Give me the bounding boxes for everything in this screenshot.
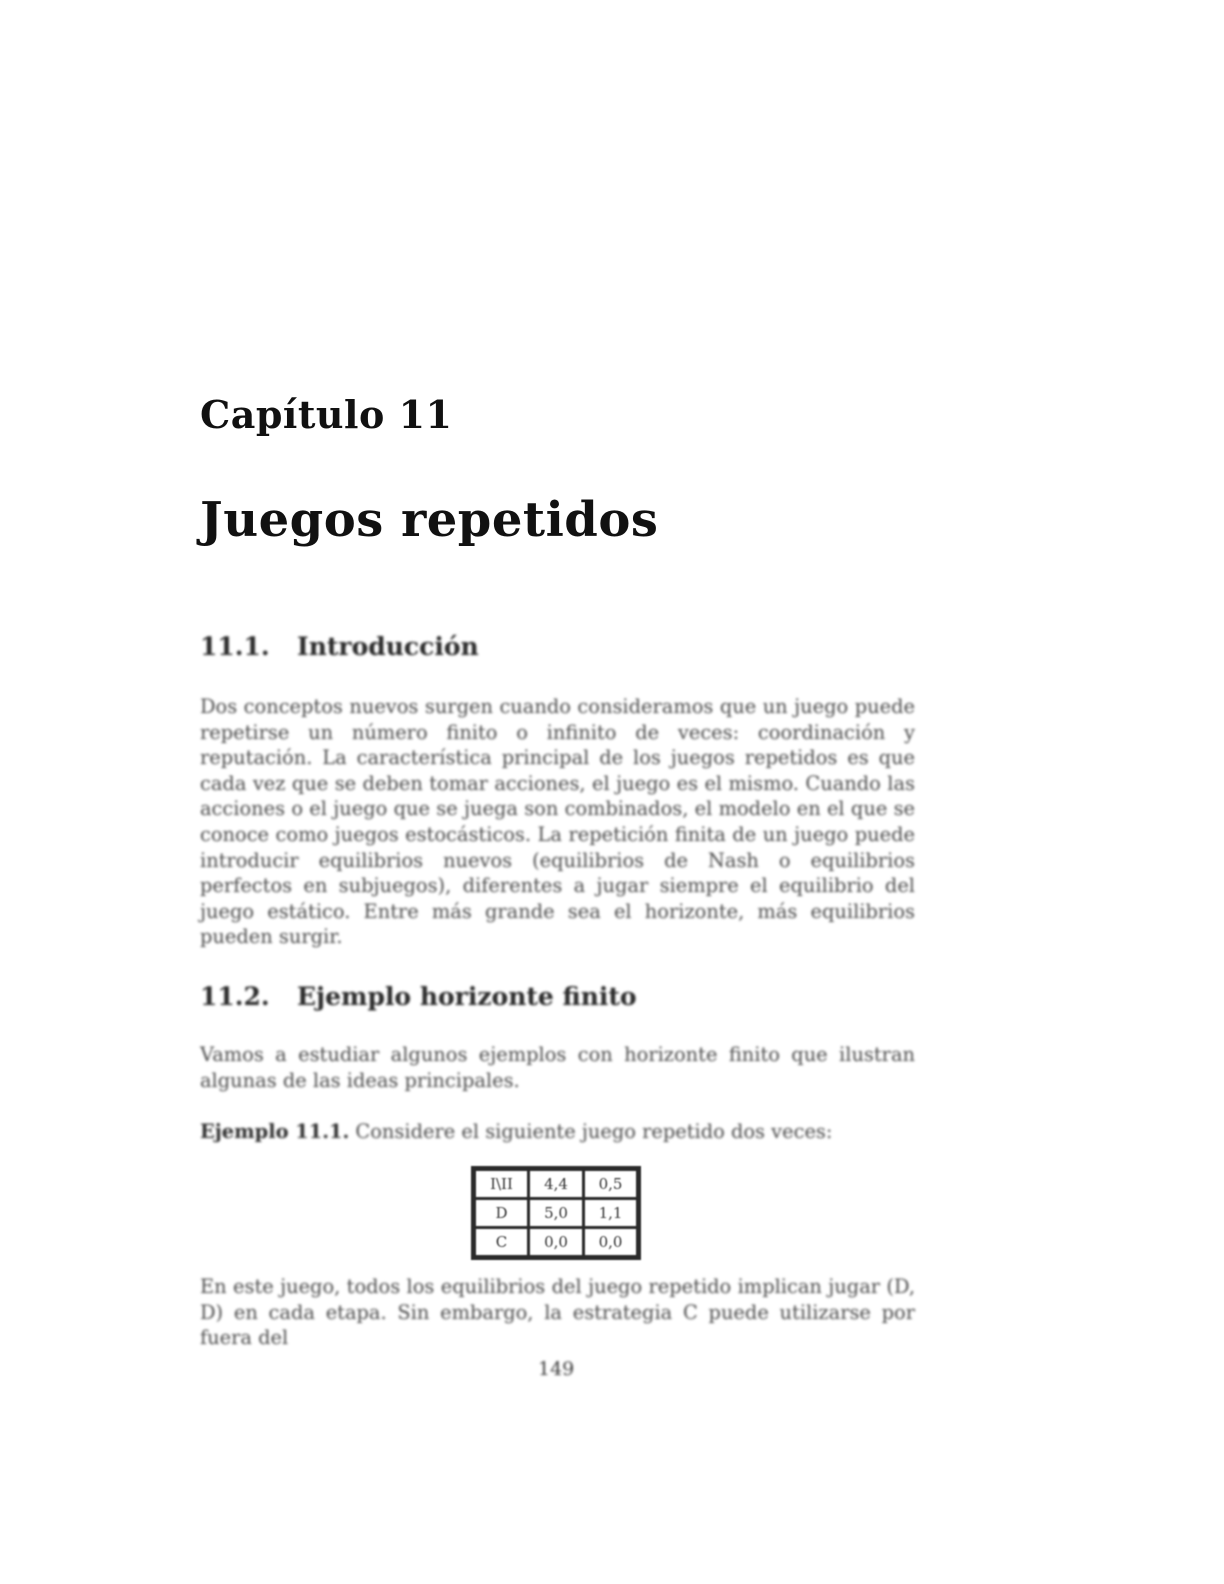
table-cell: 1,1 — [584, 1199, 639, 1228]
table-row — [474, 1199, 639, 1228]
table-cell: 0,0 — [529, 1228, 584, 1258]
payoff-matrix — [471, 1166, 641, 1260]
section-title: Ejemplo horizonte finito — [297, 982, 637, 1011]
table-cell: 5,0 — [529, 1199, 584, 1228]
intro-paragraph: Dos conceptos nuevos surgen cuando consideramos que un juego puede repetirse un número finito o infinito de veces: coordinación y reputación. La característica principal de los juegos repetidos es que cada vez que se deben tomar acciones, el juego es el mismo. Cuando las acciones o el juego que se juega son combinados, el modelo en el que se conoce como juegos estocásticos. La repetición finita de un juego puede introducir equilibrios nuevos (equilibrios de Nash o equilibrios perfectos en subjuegos), diferentes a jugar siempre el equilibrio del juego estático. Entre más grande sea el horizonte, más equilibrios pueden surgir. — [200, 695, 915, 949]
section-number: 11.2. — [200, 982, 270, 1011]
table-cell: C — [474, 1228, 529, 1258]
example-text: Considere el siguiente juego repetido dos veces: — [355, 1120, 833, 1143]
table-row — [474, 1228, 639, 1258]
section-heading-ejemplo — [200, 982, 637, 1011]
table-cell: 0,5 — [584, 1169, 639, 1199]
example-statement — [200, 1120, 832, 1143]
section-title: Introducción — [297, 632, 479, 661]
table-cell: D — [474, 1199, 529, 1228]
example-intro-paragraph: Vamos a estudiar algunos ejemplos con horizonte finito que ilustran algunas de las ideas principales. — [200, 1043, 915, 1092]
section-number: 11.1. — [200, 632, 270, 661]
example-label: Ejemplo 11.1. — [200, 1120, 350, 1143]
table-cell: 0,0 — [584, 1228, 639, 1258]
table-cell: I\II — [474, 1169, 529, 1199]
table-cell: 4,4 — [529, 1169, 584, 1199]
chapter-title: Juegos repetidos — [200, 492, 659, 548]
table-row — [474, 1169, 639, 1199]
chapter-label: Capítulo 11 — [200, 392, 453, 437]
page-number: 149 — [538, 1358, 575, 1380]
section-heading-introduccion — [200, 632, 479, 661]
closing-paragraph: En este juego, todos los equilibrios del juego repetido implican jugar (D, D) en cada etapa. Sin embargo, la estrategia C puede utilizarse por fuera del — [200, 1275, 915, 1350]
